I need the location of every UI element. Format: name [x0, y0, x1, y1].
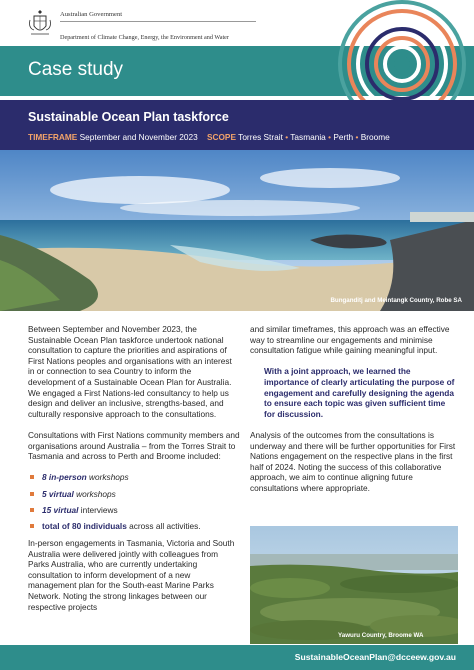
scope-label: SCOPE	[206, 132, 237, 142]
timeframe-value: September and November 2023	[79, 132, 198, 142]
photo-caption: Yawuru Country, Broome WA	[338, 632, 424, 639]
government-name: Australian Government	[60, 11, 123, 18]
coat-of-arms-icon	[28, 10, 52, 38]
hero-caption: Bunganditj and Meintangk Country, Robe SA	[330, 297, 462, 304]
list-item: 5 virtual workshops	[28, 489, 240, 500]
list-item: 8 in-person workshops	[28, 472, 240, 483]
scope-item: Torres Strait	[238, 132, 283, 142]
banner-label: Case study	[28, 59, 124, 80]
paragraph: and similar timeframes, this approach was an effective way to streamline our engagements and minimise consultation fatigue while gaining meaningful input.	[250, 324, 450, 356]
title-band	[0, 100, 474, 150]
list-item: total of 80 individuals across all activities.	[28, 521, 240, 532]
scope-item: Perth	[333, 132, 354, 142]
header-divider	[60, 21, 256, 22]
meta-line: TIMEFRAME September and November 2023 SCOPE Torres Strait • Tasmania • Perth • Broome	[28, 132, 390, 142]
paragraph: Between September and November 2023, the Sustainable Ocean Plan taskforce undertook national consultation to capture the priorities and aspirations of First Nations peoples and organisations with an interest in or connection to sea Country to inform the development of a Sustainable Ocean Plan for Australia. We engaged a First Nations-led consultancy to help us design and deliver an inclusive, strengths-based, and culturally responsive approach to the consultations.	[28, 324, 232, 419]
paragraph: Consultations with First Nations community members and organisations around Australia – from the Torres Strait to Tasmania and across to Perth and Broome included:	[28, 429, 240, 462]
paragraph: Analysis of the outcomes from the consultations is underway and there will be further opportunities for First Nations engagement on the respective plans in the first half of 2024. Noting the success of this collaborative approach, we aim to continue aligning future consultations where appropriate.	[250, 429, 456, 493]
page-title: Sustainable Ocean Plan taskforce	[28, 110, 229, 124]
department-name: Department of Climate Change, Energy, the Environment and Water	[60, 34, 229, 41]
scope-item: Broome	[360, 132, 390, 142]
right-column	[250, 324, 456, 504]
timeframe-label: TIMEFRAME	[28, 132, 78, 142]
paragraph: In-person engagements in Tasmania, Victoria and South Australia were delivered jointly with colleagues from Parks Australia, who are currently undertaking consultation to inform development of a new management plan for the South-east Marine Parks Network. Noting the strong linkages between our respective projects	[28, 538, 235, 612]
left-column	[28, 324, 240, 623]
contact-email-link[interactable]: SustainableOceanPlan@dcceew.gov.au	[294, 652, 456, 662]
coastline-photo	[0, 150, 474, 311]
scope-item: Tasmania	[290, 132, 326, 142]
mangrove-photo	[250, 526, 458, 644]
stats-list	[28, 472, 240, 532]
list-item: 15 virtual interviews	[28, 505, 240, 516]
pull-quote: With a joint approach, we learned the importance of clearly articulating the purpose of engagement and carefully designing the agenda to ensure each topic was given sufficient time for discussion.	[264, 366, 455, 419]
